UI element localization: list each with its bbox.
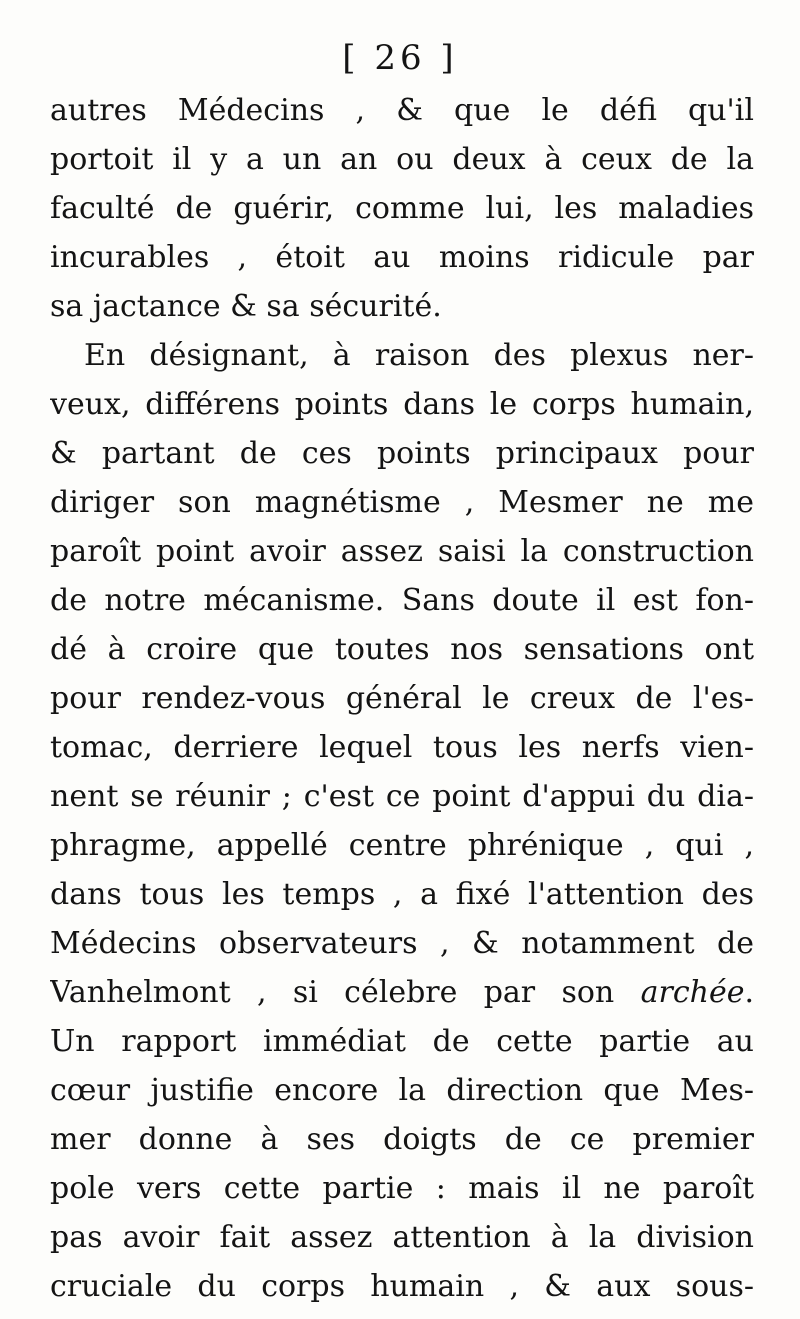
text-line: dé à croire que toutes nos sensations ont xyxy=(50,632,754,667)
text-line: faculté de guérir, comme lui, les maladies xyxy=(50,191,754,226)
text-line: tomac, derriere lequel tous les nerfs vien- xyxy=(50,730,754,765)
page-number: [ 26 ] xyxy=(342,38,458,78)
text-line: autres Médecins , & que le défi qu'il xyxy=(50,93,754,128)
text-line: sa jactance & sa sécurité. xyxy=(50,289,442,324)
body-text xyxy=(50,86,754,1311)
italic-word: archée xyxy=(640,975,745,1010)
paragraph-start-line: En désignant, à raison des plexus ner- xyxy=(84,338,754,373)
text-line: phragme, appellé centre phrénique , qui , xyxy=(50,828,754,863)
text-line: paroît point avoir assez saisi la construction xyxy=(50,534,754,569)
text-line: cœur justifie encore la direction que Mes- xyxy=(50,1073,754,1108)
text-line: Un rapport immédiat de cette partie au xyxy=(50,1024,754,1059)
text-line: mer donne à ses doigts de ce premier xyxy=(50,1122,754,1157)
text-segment: Vanhelmont , si célebre par son xyxy=(50,975,641,1010)
text-line: dans tous les temps , a fixé l'attention des xyxy=(50,877,754,912)
text-line: de notre mécanisme. Sans doute il est fon- xyxy=(50,583,754,618)
text-line: Médecins observateurs , & notamment de xyxy=(50,926,754,961)
text-line: pas avoir fait assez attention à la division xyxy=(50,1220,754,1255)
text-line: portoit il y a un an ou deux à ceux de la xyxy=(50,142,754,177)
text-line-with-italic xyxy=(50,968,754,1017)
text-line: incurables , étoit au moins ridicule par xyxy=(50,240,754,275)
text-line: & partant de ces points principaux pour xyxy=(50,436,754,471)
text-line: veux, différens points dans le corps humain, xyxy=(50,387,754,422)
text-line: pole vers cette partie : mais il ne paroît xyxy=(50,1171,754,1206)
text-line: pour rendez-vous général le creux de l'es- xyxy=(50,681,754,716)
text-line: nent se réunir ; c'est ce point d'appui du dia- xyxy=(50,779,754,814)
text-line: cruciale du corps humain , & aux sous- xyxy=(50,1269,754,1304)
text-segment: . xyxy=(744,975,754,1010)
text-line: diriger son magnétisme , Mesmer ne me xyxy=(50,485,754,520)
